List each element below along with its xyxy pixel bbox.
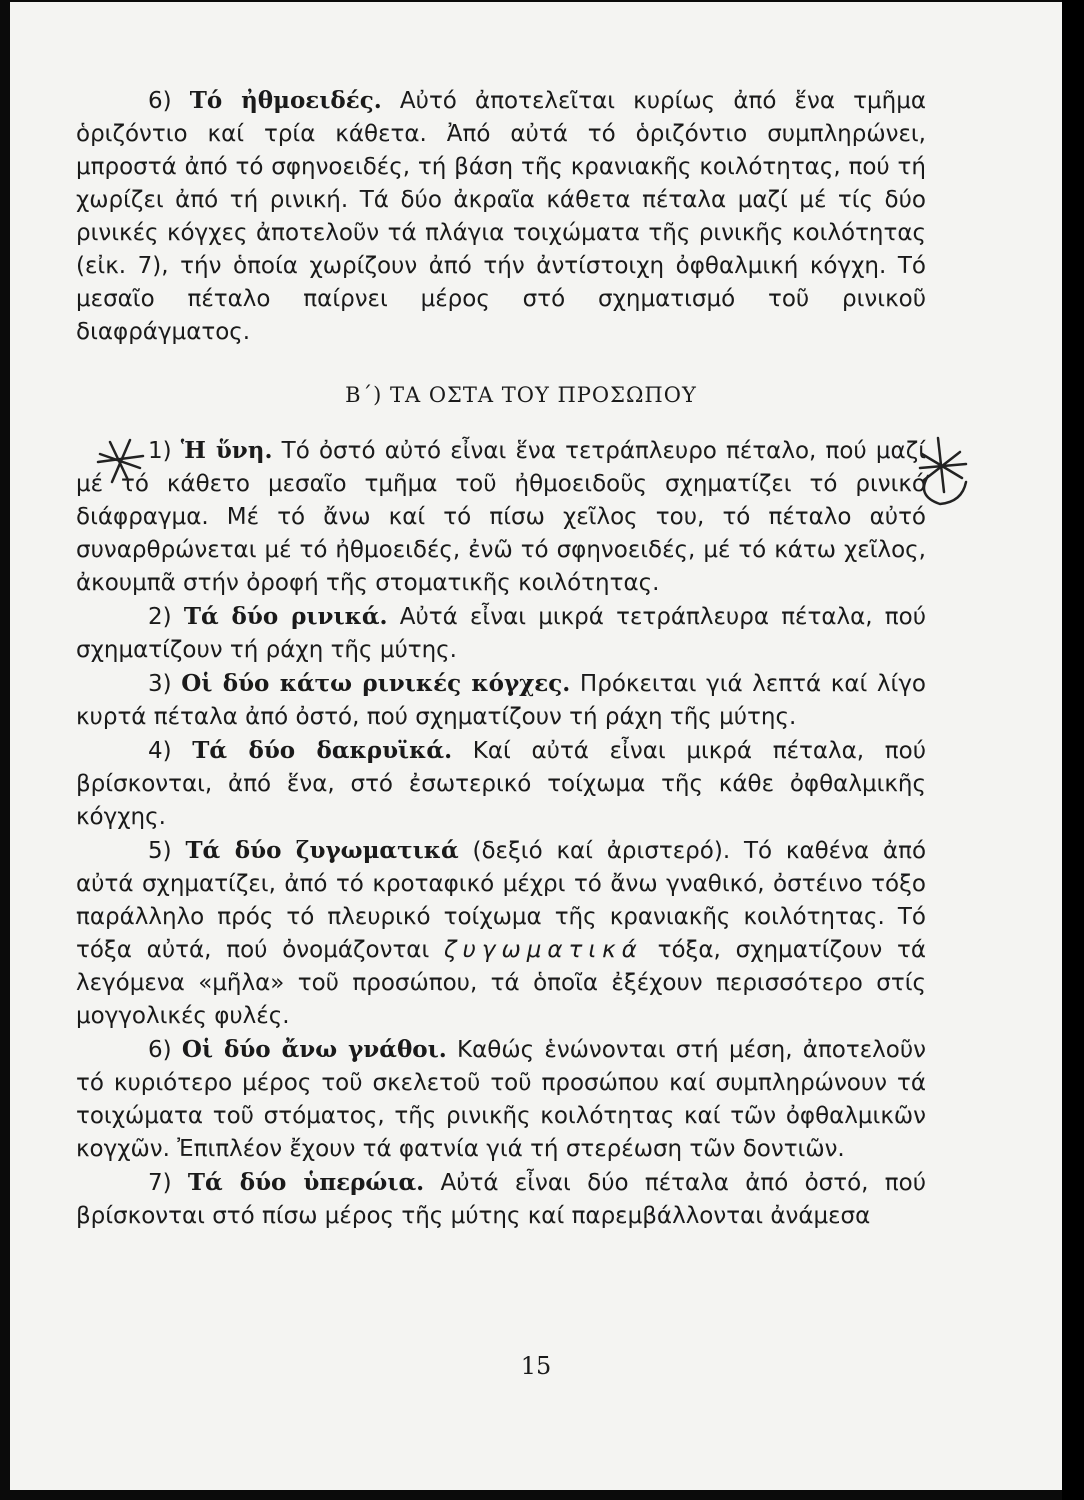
item-title: Τά δύο ὑπερώια. [187, 1169, 425, 1196]
paragraph [76, 834, 926, 1033]
item-text: Αὐτά εἶναι δύο πέταλα ἀπό ὀστό, πού βρίσκονται στό πίσω μέρος τῆς μύτης καί παρεμβάλλονται ἀνάμεσα [76, 1170, 927, 1229]
item-title: Οἱ δύο ἄνω γνάθοι. [181, 1036, 447, 1063]
item-number: 2) [148, 604, 172, 630]
item-title: Τά δύο ρινικά. [183, 603, 388, 630]
item-title: Τά δύο ζυγωματικά [185, 837, 459, 864]
item-title: Τό ἠθμοειδές. [189, 87, 382, 114]
page-number: 15 [520, 1352, 552, 1380]
item-text: Αὐτά εἶναι μικρά τετράπλευρα πέταλα, πού σχηματίζουν τή ράχη τῆς μύτης. [76, 604, 927, 663]
paragraph [76, 600, 926, 667]
item-title: Τά δύο δακρυϊκά. [192, 737, 453, 764]
item-number: 6) [148, 1037, 172, 1063]
item-number: 3) [148, 671, 172, 697]
spaced-term: ζυγωματικά [444, 937, 643, 963]
item-title: Ἡ ὕνη. [180, 437, 273, 464]
item-text: Καθώς ἑνώνονται στή μέση, ἀποτελοῦν τό κυριότερο μέρος τοῦ σκελετοῦ τοῦ προσώπου καί συμπληρώνουν τά τοιχώματα τοῦ στόματος, τῆς ρινικῆς κοιλότητας καί τῶν ὀφθαλμικῶν κογχῶν. Ἐπιπλέον ἔχουν τά φατνία γιά τή στερέωση τῶν δοντιῶν. [76, 1037, 926, 1162]
book-page [10, 2, 1062, 1490]
item-number: 1) [148, 438, 172, 464]
item-number: 7) [148, 1170, 172, 1196]
section-heading: Β΄) ΤΑ ΟΣΤΑ ΤΟΥ ΠΡΟΣΩΠΟΥ [345, 383, 697, 407]
item-text: τόξα, σχηματίζουν τά λεγόμενα «μῆλα» τοῦ προσώπου, τά ὁποῖα ἐξέχουν περισσότερο στίς μογγολικές φυλές. [76, 937, 926, 1029]
item-text: (δεξιό καί ἀριστερό). Τό καθένα ἀπό αὐτά σχηματίζει, ἀπό τό κροταφικό μέχρι τό ἄνω γναθικό, ὀστέινο τόξο παράλληλο πρός τό πλευρικό τοίχωμα τῆς κρανιακῆς κοιλότητας. Τό τόξα αὐτά, πού ὀνομάζονται [76, 838, 927, 963]
handwritten-star-mark-right [910, 432, 980, 512]
paragraph [76, 734, 926, 834]
item-text: Καί αὐτά εἶναι μικρά πέταλα, πού βρίσκονται, ἀπό ἕνα, στό ἐσωτερικό τοίχωμα τῆς κάθε ὀφθαλμικῆς κόγχης. [76, 738, 927, 830]
scan-edge [1062, 0, 1084, 1500]
paragraph [76, 1033, 926, 1166]
page-body [76, 84, 926, 1233]
item-number: 5) [148, 838, 172, 864]
item-text: Τό ὀστό αὐτό εἶναι ἕνα τετράπλευρο πέταλο, πού μαζί μέ τό κάθετο μεσαῖο τμῆμα τοῦ ἠθμοειδοῦς σχηματίζει τό ρινικό διάφραγμα. Μέ τό ἄνω καί τό πίσω χεῖλος του, τό πέταλο αὐτό συναρθρώνεται μέ τό ἠθμοειδές, ἐνῶ τό σφηνοειδές, μέ τό κάτω χεῖλος, ἀκουμπᾶ στήν ὀροφή τῆς στοματικῆς κοιλότητας. [76, 438, 927, 596]
paragraph [76, 84, 926, 349]
item-number: 4) [148, 738, 172, 764]
item-text: Αὐτό ἀποτελεῖται κυρίως ἀπό ἕνα τμῆμα ὁριζόντιο καί τρία κάθετα. Ἀπό αὐτά τό ὁριζόντιο συμπληρώνει, μπροστά ἀπό τό σφηνοειδές, τή βάση τῆς κρανιακῆς κοιλότητας, πού τή χωρίζει ἀπό τή ρινική. Τά δύο ἀκραῖα κάθετα πέταλα μαζί μέ τίς δύο ρινικές κόγχες ἀποτελοῦν τά πλάγια τοιχώματα τῆς ρινικῆς κοιλότητας (εἰκ. 7), τήν ὁποία χωρίζουν ἀπό τήν ἀντίστοιχη ὀφθαλμική κόγχη. Τό μεσαῖο πέταλο παίρνει μέρος στό σχηματισμό τοῦ ρινικοῦ διαφράγματος. [76, 88, 926, 345]
item-title: Οἱ δύο κάτω ρινικές κόγχες. [181, 670, 571, 697]
handwritten-star-mark-left [88, 432, 158, 492]
paragraph [76, 1166, 926, 1233]
item-text: Πρόκειται γιά λεπτά καί λίγο κυρτά πέταλα ἀπό ὀστό, πού σχηματίζουν τή ράχη τῆς μύτης. [76, 671, 926, 730]
paragraph [76, 434, 926, 600]
item-number: 6) [148, 88, 172, 114]
paragraph [76, 667, 926, 734]
